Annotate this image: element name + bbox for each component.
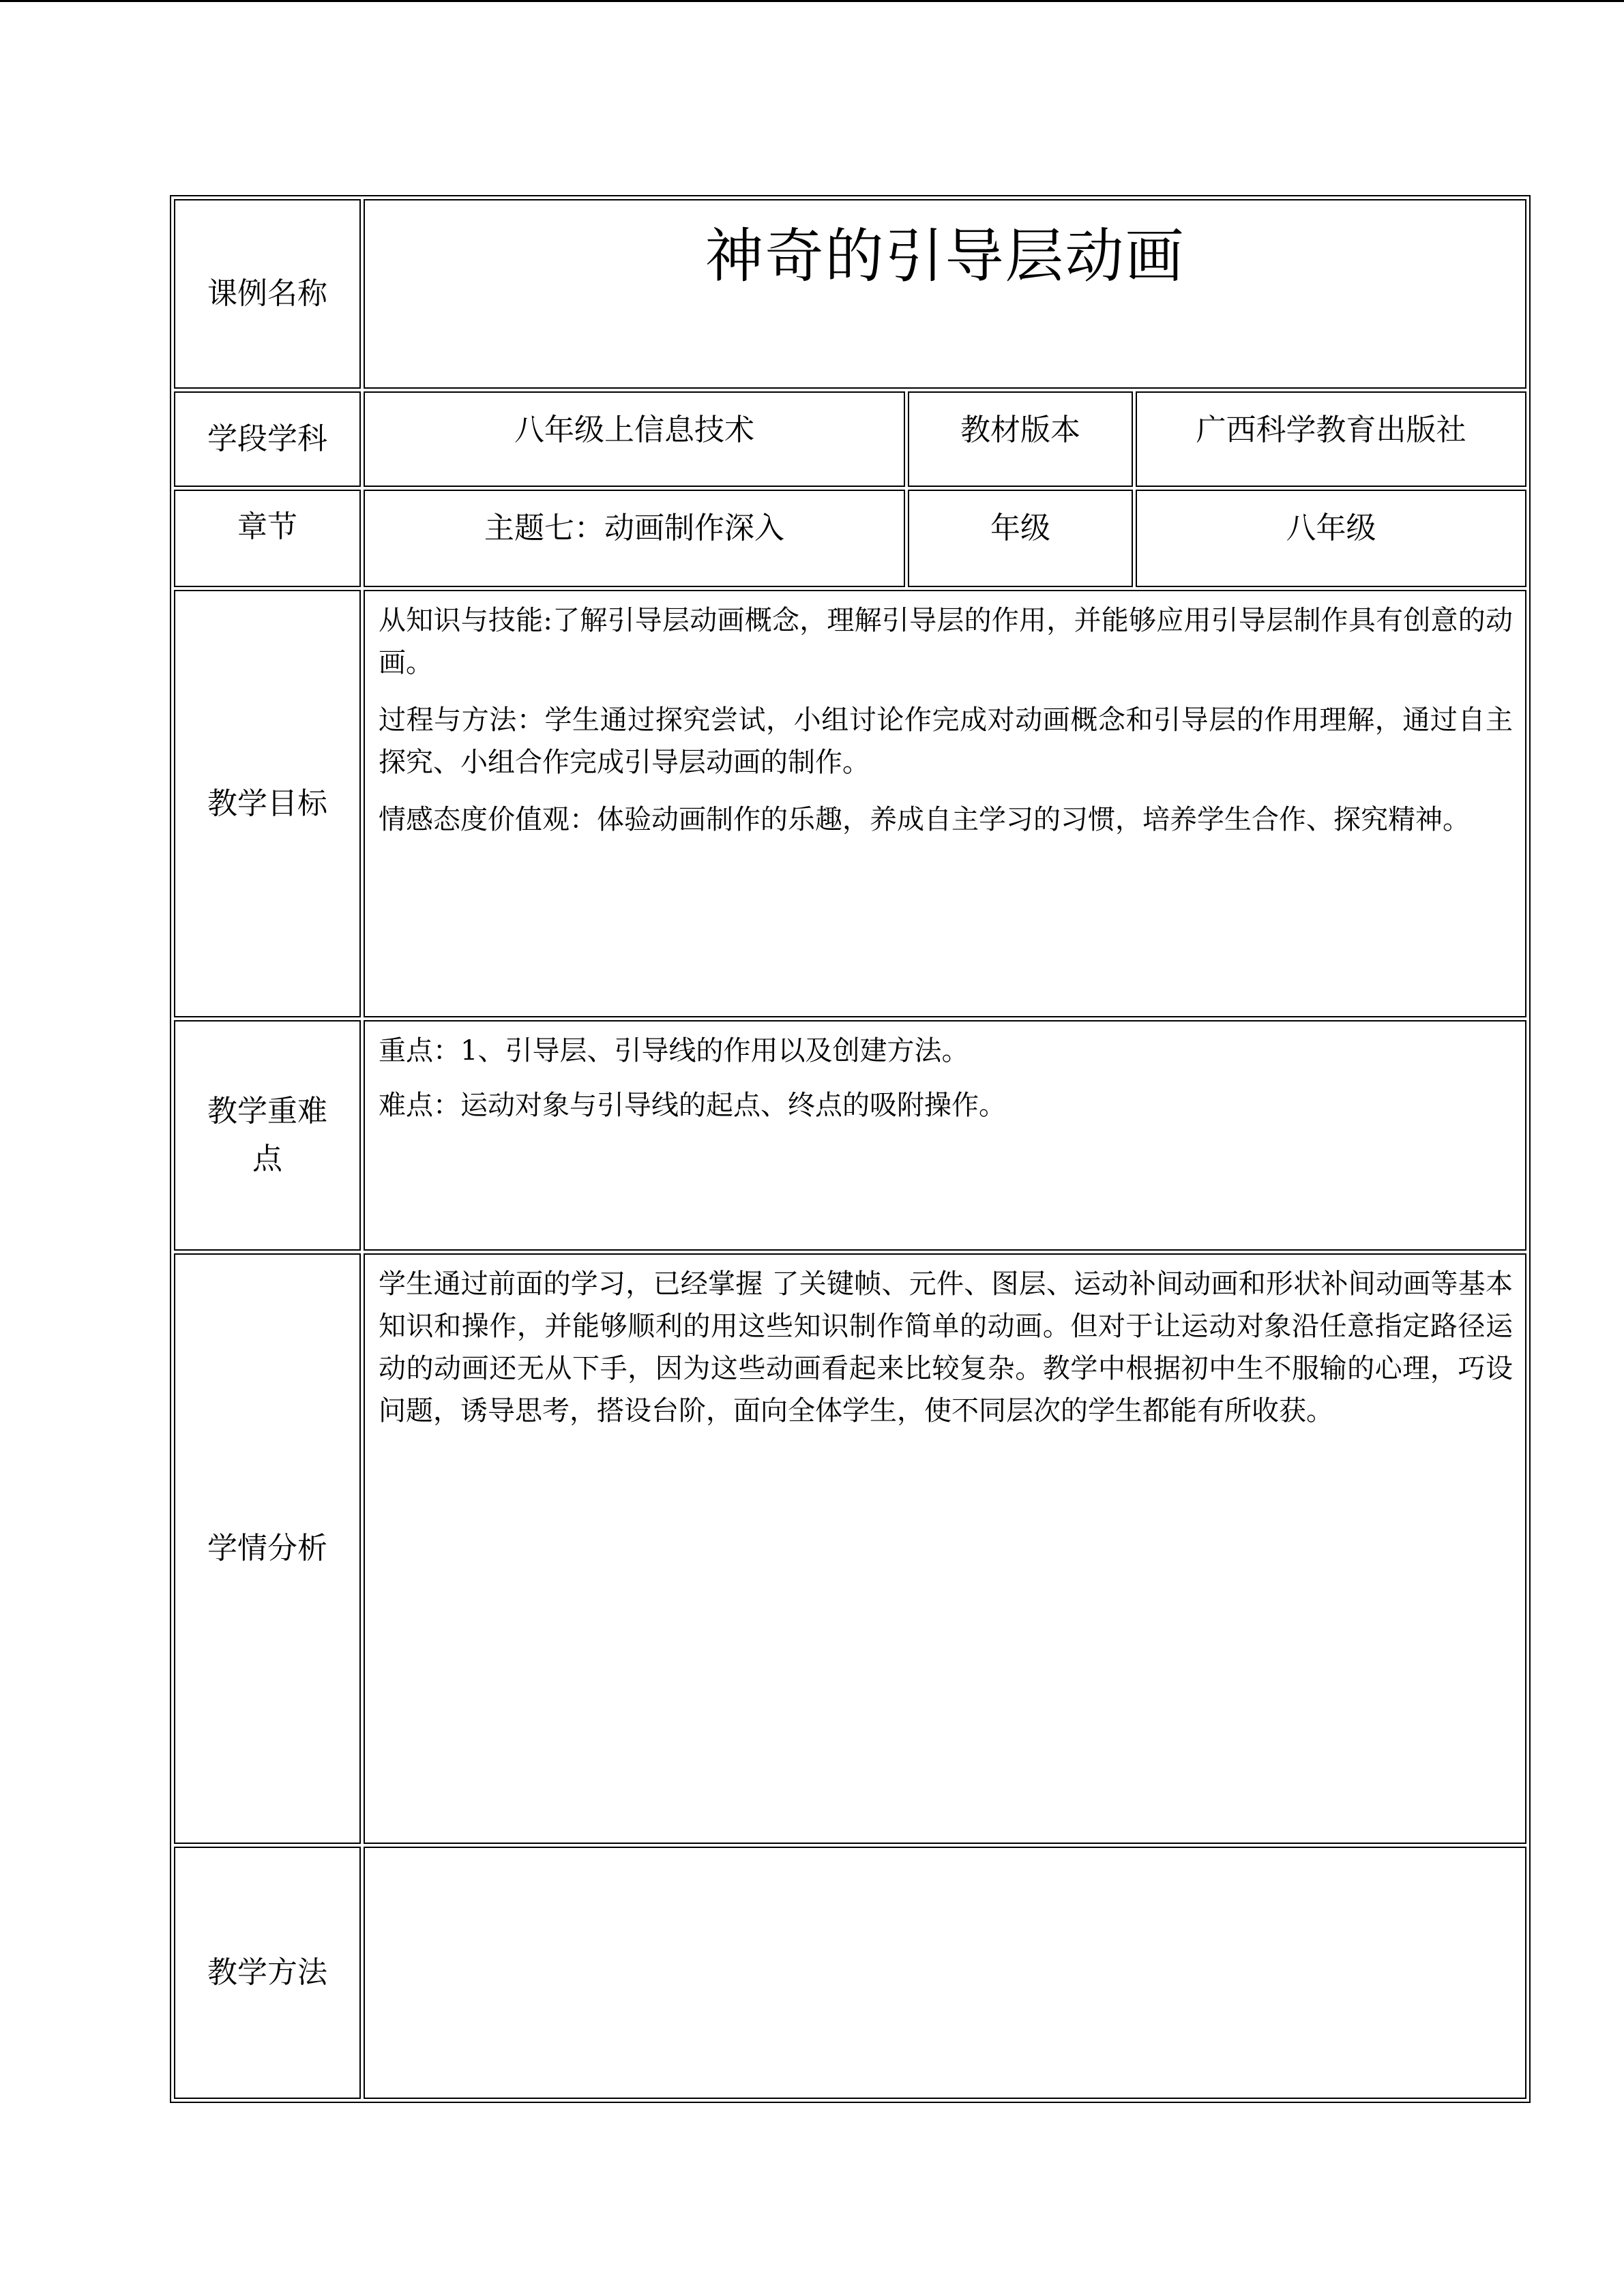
subject-label: 学段学科 [174,391,361,487]
grade-value: 八年级 [1136,490,1526,587]
subject-value: 八年级上信息技术 [364,391,905,487]
chapter-value: 主题七：动画制作深入 [364,490,905,587]
objective-attitude: 情感态度价值观：体验动画制作的乐趣，养成自主学习的习惯，培养学生合作、探究精神。 [379,804,1470,835]
methods-content [364,1847,1526,2099]
row-lesson-name [174,199,1526,389]
row-subject [174,391,1526,487]
row-objectives [174,590,1526,1017]
objective-knowledge: 从知识与技能:了解引导层动画概念，理解引导层的作用，并能够应用引导层制作具有创意的动画。 [379,605,1514,679]
key-point: 重点：1、引导层、引导线的作用以及创建方法。 [379,1035,969,1067]
objectives-content [364,590,1526,1017]
objectives-label: 教学目标 [174,590,361,1017]
page-top-border [0,0,1624,2]
textbook-label: 教材版本 [908,391,1133,487]
key-points-label: 教学重难点 [174,1020,361,1251]
chapter-label: 章节 [174,490,361,587]
lesson-name-label: 课例名称 [174,199,361,389]
row-methods [174,1847,1526,2099]
grade-label: 年级 [908,490,1133,587]
key-points-content [364,1020,1526,1251]
learner-analysis-label: 学情分析 [174,1253,361,1844]
learner-analysis-text: 学生通过前面的学习，已经掌握 了关键帧、元件、图层、运动补间动画和形状补间动画等基本知识和操作，并能够顺利的用这些知识制作简单的动画。但对于让运动对象沿任意指定路径运动的动画还无从下手，因为这些动画看起来比较复杂。教学中根据初中生不服输的心理，巧设问题，诱导思考，搭设台阶，面向全体学生，使不同层次的学生都能有所收获。 [364,1253,1526,1844]
row-learner-analysis [174,1253,1526,1844]
lesson-title: 神奇的引导层动画 [364,199,1526,389]
objective-process: 过程与方法：学生通过探究尝试，小组讨论作完成对动画概念和引导层的作用理解，通过自主探究、小组合作完成引导层动画的制作。 [379,704,1514,778]
lesson-plan-table [170,195,1531,2103]
difficult-point: 难点：运动对象与引导线的起点、终点的吸附操作。 [379,1090,1006,1121]
row-key-points [174,1020,1526,1251]
textbook-value: 广西科学教育出版社 [1136,391,1526,487]
methods-label: 教学方法 [174,1847,361,2099]
row-chapter [174,490,1526,587]
